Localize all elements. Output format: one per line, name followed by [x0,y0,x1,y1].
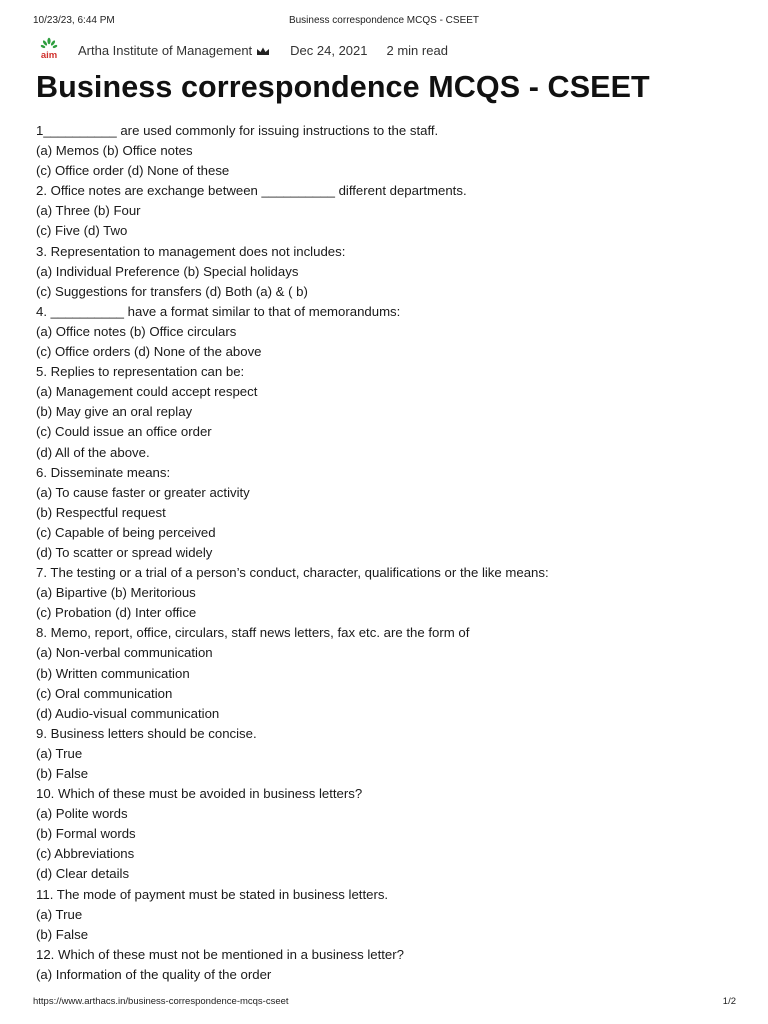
content-line: (d) Audio-visual communication [36,705,220,721]
print-title: Business correspondence MCQS - CSEET [288,15,480,26]
content-line: 7. The testing or a trial of a person’s conduct, character, qualifications or the like means: [36,565,549,581]
content-line: (c) Suggestions for transfers (d) Both (a) & ( b) [36,283,308,299]
content-line: (c) Office order (d) None of these [36,163,230,179]
content-line: (a) To cause faster or greater activity [36,484,250,500]
content-line: (c) Abbreviations [36,846,135,862]
content-line: (c) Five (d) Two [36,223,128,239]
content-line: (a) Information of the quality of the order [36,966,272,982]
content-line: (c) Could issue an office order [36,424,212,440]
content-line: (a) True [36,906,83,922]
article-title: Business correspondence MCQS - CSEET [36,70,650,104]
content-line: (a) Office notes (b) Office circulars [36,323,237,339]
content-line: (b) Respectful request [36,504,166,520]
content-line: 10. Which of these must be avoided in business letters? [36,786,363,802]
content-line: (b) Written communication [36,665,190,681]
post-meta [36,38,448,62]
print-header [0,15,768,29]
read-time: 2 min read [386,42,448,58]
content-line: (c) Capable of being perceived [36,524,216,540]
content-line: 3. Representation to management does not includes: [36,243,346,259]
content-line: 4. __________ have a format similar to that of memorandums: [36,303,401,319]
content-line: (c) Probation (d) Inter office [36,605,197,621]
content-line: 1__________ are used commonly for issuing instructions to the staff. [36,123,439,138]
author-name[interactable]: Artha Institute of Management [78,42,253,58]
content-line: (c) Oral communication [36,685,173,701]
crown-icon [256,46,270,56]
content-line: 6. Disseminate means: [36,464,171,480]
content-line: (a) True [36,745,83,761]
print-url: https://www.arthacs.in/business-correspondence-mcqs-cseet [33,996,289,1007]
svg-text:aim: aim [40,50,58,61]
content-line: 2. Office notes are exchange between __________ different departments. [36,183,467,199]
aim-logo-icon [36,37,62,63]
content-line: (d) To scatter or spread widely [36,544,213,560]
content-line: (b) False [36,766,89,781]
print-date: 10/23/23, 6:44 PM [33,15,115,26]
content-line: (a) Individual Preference (b) Special holidays [36,263,299,279]
content-line: (a) Memos (b) Office notes [36,143,193,159]
content-line: (c) Office orders (d) None of the above [36,344,262,360]
content-line: (b) False [36,926,89,942]
content-line: 9. Business letters should be concise. [36,725,257,741]
content-line: (d) All of the above. [36,444,150,460]
page-number: 1/2 [722,996,736,1007]
content-line: 5. Replies to representation can be: [36,364,245,380]
content-line: (a) Bipartive (b) Meritorious [36,585,196,601]
content-line: 8. Memo, report, office, circulars, staff news letters, fax etc. are the form of [36,625,470,641]
institute-logo[interactable] [36,37,62,63]
content-line: (a) Management could accept respect [36,384,258,400]
content-line: (a) Polite words [36,806,128,822]
content-line: 12. Which of these must not be mentioned in a business letter? [36,946,404,962]
content-line: (b) May give an oral replay [36,404,193,420]
print-footer [0,996,768,1010]
article-body [36,121,736,985]
content-line: 11. The mode of payment must be stated in business letters. [36,886,389,902]
content-line: (d) Clear details [36,866,130,882]
content-line: (b) Formal words [36,826,136,842]
content-line: (a) Three (b) Four [36,203,141,219]
content-line: (a) Non-verbal communication [36,645,213,661]
post-date: Dec 24, 2021 [290,42,368,58]
